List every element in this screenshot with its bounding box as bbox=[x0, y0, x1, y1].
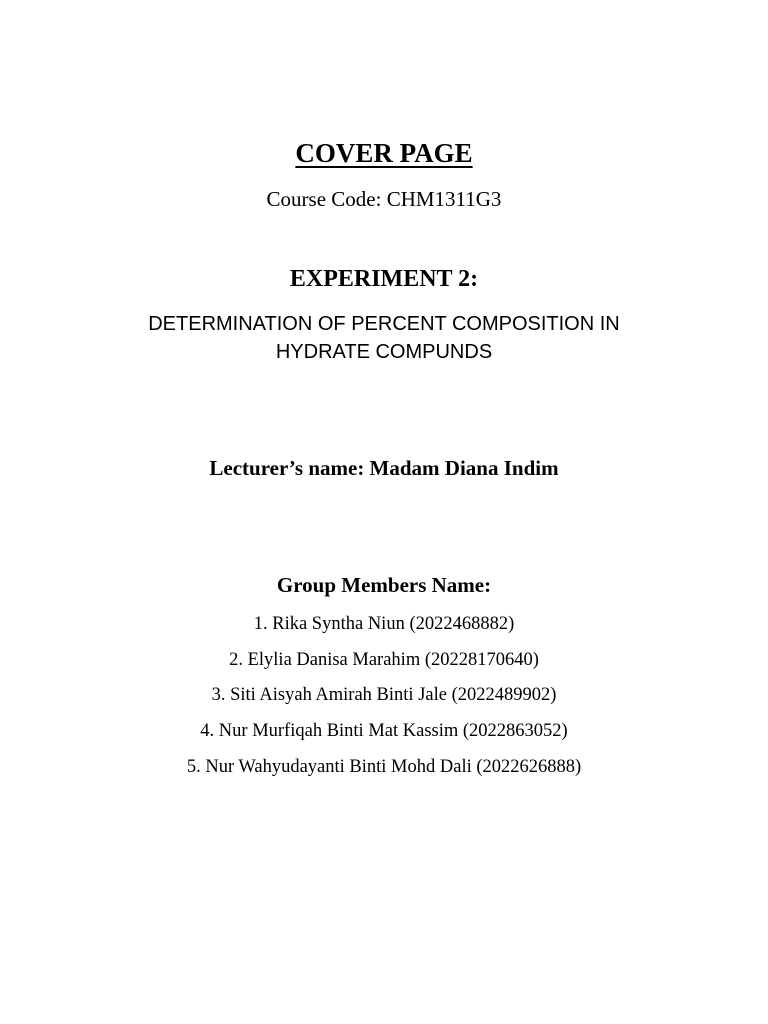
experiment-title-line-1: DETERMINATION OF PERCENT COMPOSITION IN bbox=[148, 313, 620, 335]
experiment-title bbox=[0, 310, 768, 366]
page-title: COVER PAGE bbox=[295, 138, 473, 168]
group-member-4: 4. Nur Murfiqah Binti Mat Kassim (2022863052) bbox=[200, 721, 568, 741]
group-members-heading: Group Members Name: bbox=[276, 573, 492, 597]
lecturer-name: Lecturer’s name: Madam Diana Indim bbox=[209, 456, 559, 480]
group-member-5: 5. Nur Wahyudayanti Binti Mohd Dali (2022626888) bbox=[186, 757, 582, 777]
group-member-2: 2. Elylia Danisa Marahim (20228170640) bbox=[229, 650, 539, 670]
group-member-3: 3. Siti Aisyah Amirah Binti Jale (2022489902) bbox=[211, 685, 557, 705]
course-code: Course Code: CHM1311G3 bbox=[266, 187, 502, 211]
experiment-title-line-2: HYDRATE COMPUNDS bbox=[275, 341, 493, 363]
experiment-heading: EXPERIMENT 2: bbox=[289, 266, 479, 292]
group-member-1: 1. Rika Syntha Niun (2022468882) bbox=[253, 614, 515, 634]
